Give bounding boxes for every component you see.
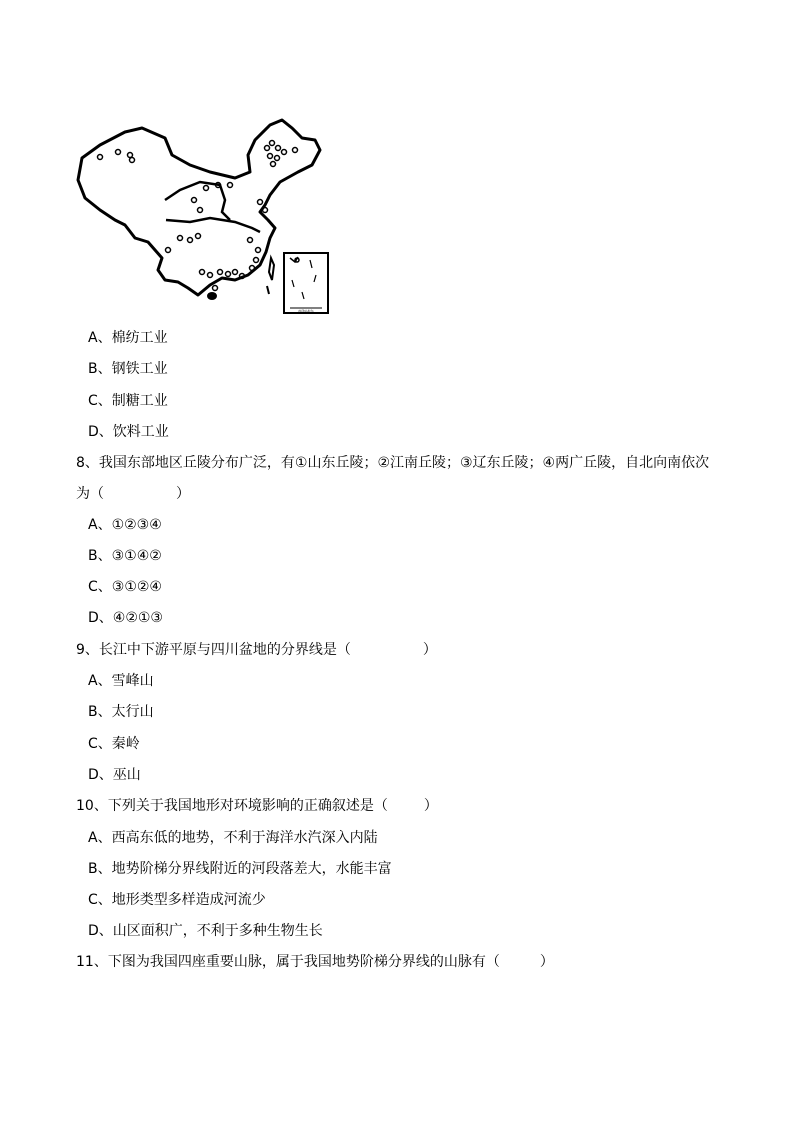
city-marker	[208, 273, 213, 278]
south-china-sea-inset	[284, 253, 328, 313]
q9-option-c: C、秦岭	[88, 736, 140, 752]
city-marker	[204, 186, 209, 191]
city-marker	[271, 162, 276, 167]
china-map-figure	[70, 110, 340, 320]
province-line-2	[166, 218, 260, 232]
q8-option-d: D、④②①③	[88, 610, 163, 626]
city-marker	[213, 286, 218, 291]
q11-stem-close: ）	[539, 954, 554, 970]
city-marker	[228, 183, 233, 188]
inset-dash	[314, 275, 316, 282]
city-marker	[128, 153, 133, 158]
inset-dash	[292, 280, 294, 287]
q11-stem	[76, 953, 554, 971]
city-marker	[250, 266, 255, 271]
city-marker	[166, 248, 171, 253]
city-marker	[270, 141, 275, 146]
city-marker	[265, 146, 270, 151]
city-marker	[196, 234, 201, 239]
q10-stem-text: 10、下列关于我国地形对环境影响的正确叙述是（	[76, 798, 388, 814]
q9-stem-text: 9、长江中下游平原与四川盆地的分界线是（	[76, 642, 351, 658]
q7-option-c: C、制糖工业	[88, 393, 168, 409]
city-marker	[268, 154, 273, 159]
city-marker	[276, 146, 281, 151]
q9-option-b: B、太行山	[88, 704, 154, 720]
city-marker	[188, 238, 193, 243]
city-marker	[218, 270, 223, 275]
city-marker	[198, 208, 203, 213]
city-marker	[275, 156, 280, 161]
small-islands	[267, 286, 269, 294]
city-markers	[98, 141, 298, 291]
q9-option-a: A、雪峰山	[88, 673, 154, 689]
hainan-island	[207, 292, 217, 300]
q10-stem-close: ）	[423, 798, 438, 814]
city-marker	[263, 208, 268, 213]
q8-stem-line-2	[76, 485, 190, 503]
city-marker	[98, 155, 103, 160]
q8-stem-open: 为（	[76, 486, 104, 502]
q8-stem-close: ）	[176, 486, 190, 502]
q7-option-d: D、饮料工业	[88, 424, 169, 440]
q9-option-d: D、巫山	[88, 767, 141, 783]
q7-option-b: B、钢铁工业	[88, 361, 168, 377]
city-marker	[116, 150, 121, 155]
q11-stem-text: 11、下图为我国四座重要山脉，属于我国地势阶梯分界线的山脉有（	[76, 954, 500, 970]
taiwan-island	[269, 258, 274, 280]
q7-option-a: A、棉纺工业	[88, 330, 168, 346]
china-outline-map	[70, 110, 340, 320]
city-marker	[192, 198, 197, 203]
inset-frame	[284, 253, 328, 313]
q9-stem-close: ）	[422, 642, 437, 658]
q8-option-a: A、①②③④	[88, 517, 162, 533]
q10-option-d: D、山区面积广，不利于多种生物生长	[88, 923, 323, 939]
q9-stem	[76, 641, 437, 659]
city-marker	[293, 148, 298, 153]
inset-dash	[302, 292, 304, 299]
city-marker	[258, 200, 263, 205]
q10-stem	[76, 797, 438, 815]
province-line-1	[165, 182, 230, 220]
city-marker	[226, 272, 231, 277]
q10-option-a: A、西高东低的地势，不利于海洋水汽深入内陆	[88, 830, 378, 846]
city-marker	[248, 238, 253, 243]
inset-dash	[310, 260, 312, 268]
inset-caption: 南海诸岛	[298, 309, 314, 314]
q10-option-b: B、地势阶梯分界线附近的河段落差大，水能丰富	[88, 861, 392, 877]
city-marker	[200, 270, 205, 275]
city-marker	[178, 236, 183, 241]
city-marker	[130, 158, 135, 163]
city-marker	[254, 258, 259, 263]
q8-option-c: C、③①②④	[88, 579, 162, 595]
q8-option-b: B、③①④②	[88, 548, 162, 564]
city-marker	[282, 150, 287, 155]
city-marker	[233, 270, 238, 275]
city-marker	[256, 248, 261, 253]
q8-stem-line-1: 8、我国东部地区丘陵分布广泛，有①山东丘陵；②江南丘陵；③辽东丘陵；④两广丘陵，自北向南依次	[76, 455, 710, 471]
q10-option-c: C、地形类型多样造成河流少	[88, 892, 266, 908]
